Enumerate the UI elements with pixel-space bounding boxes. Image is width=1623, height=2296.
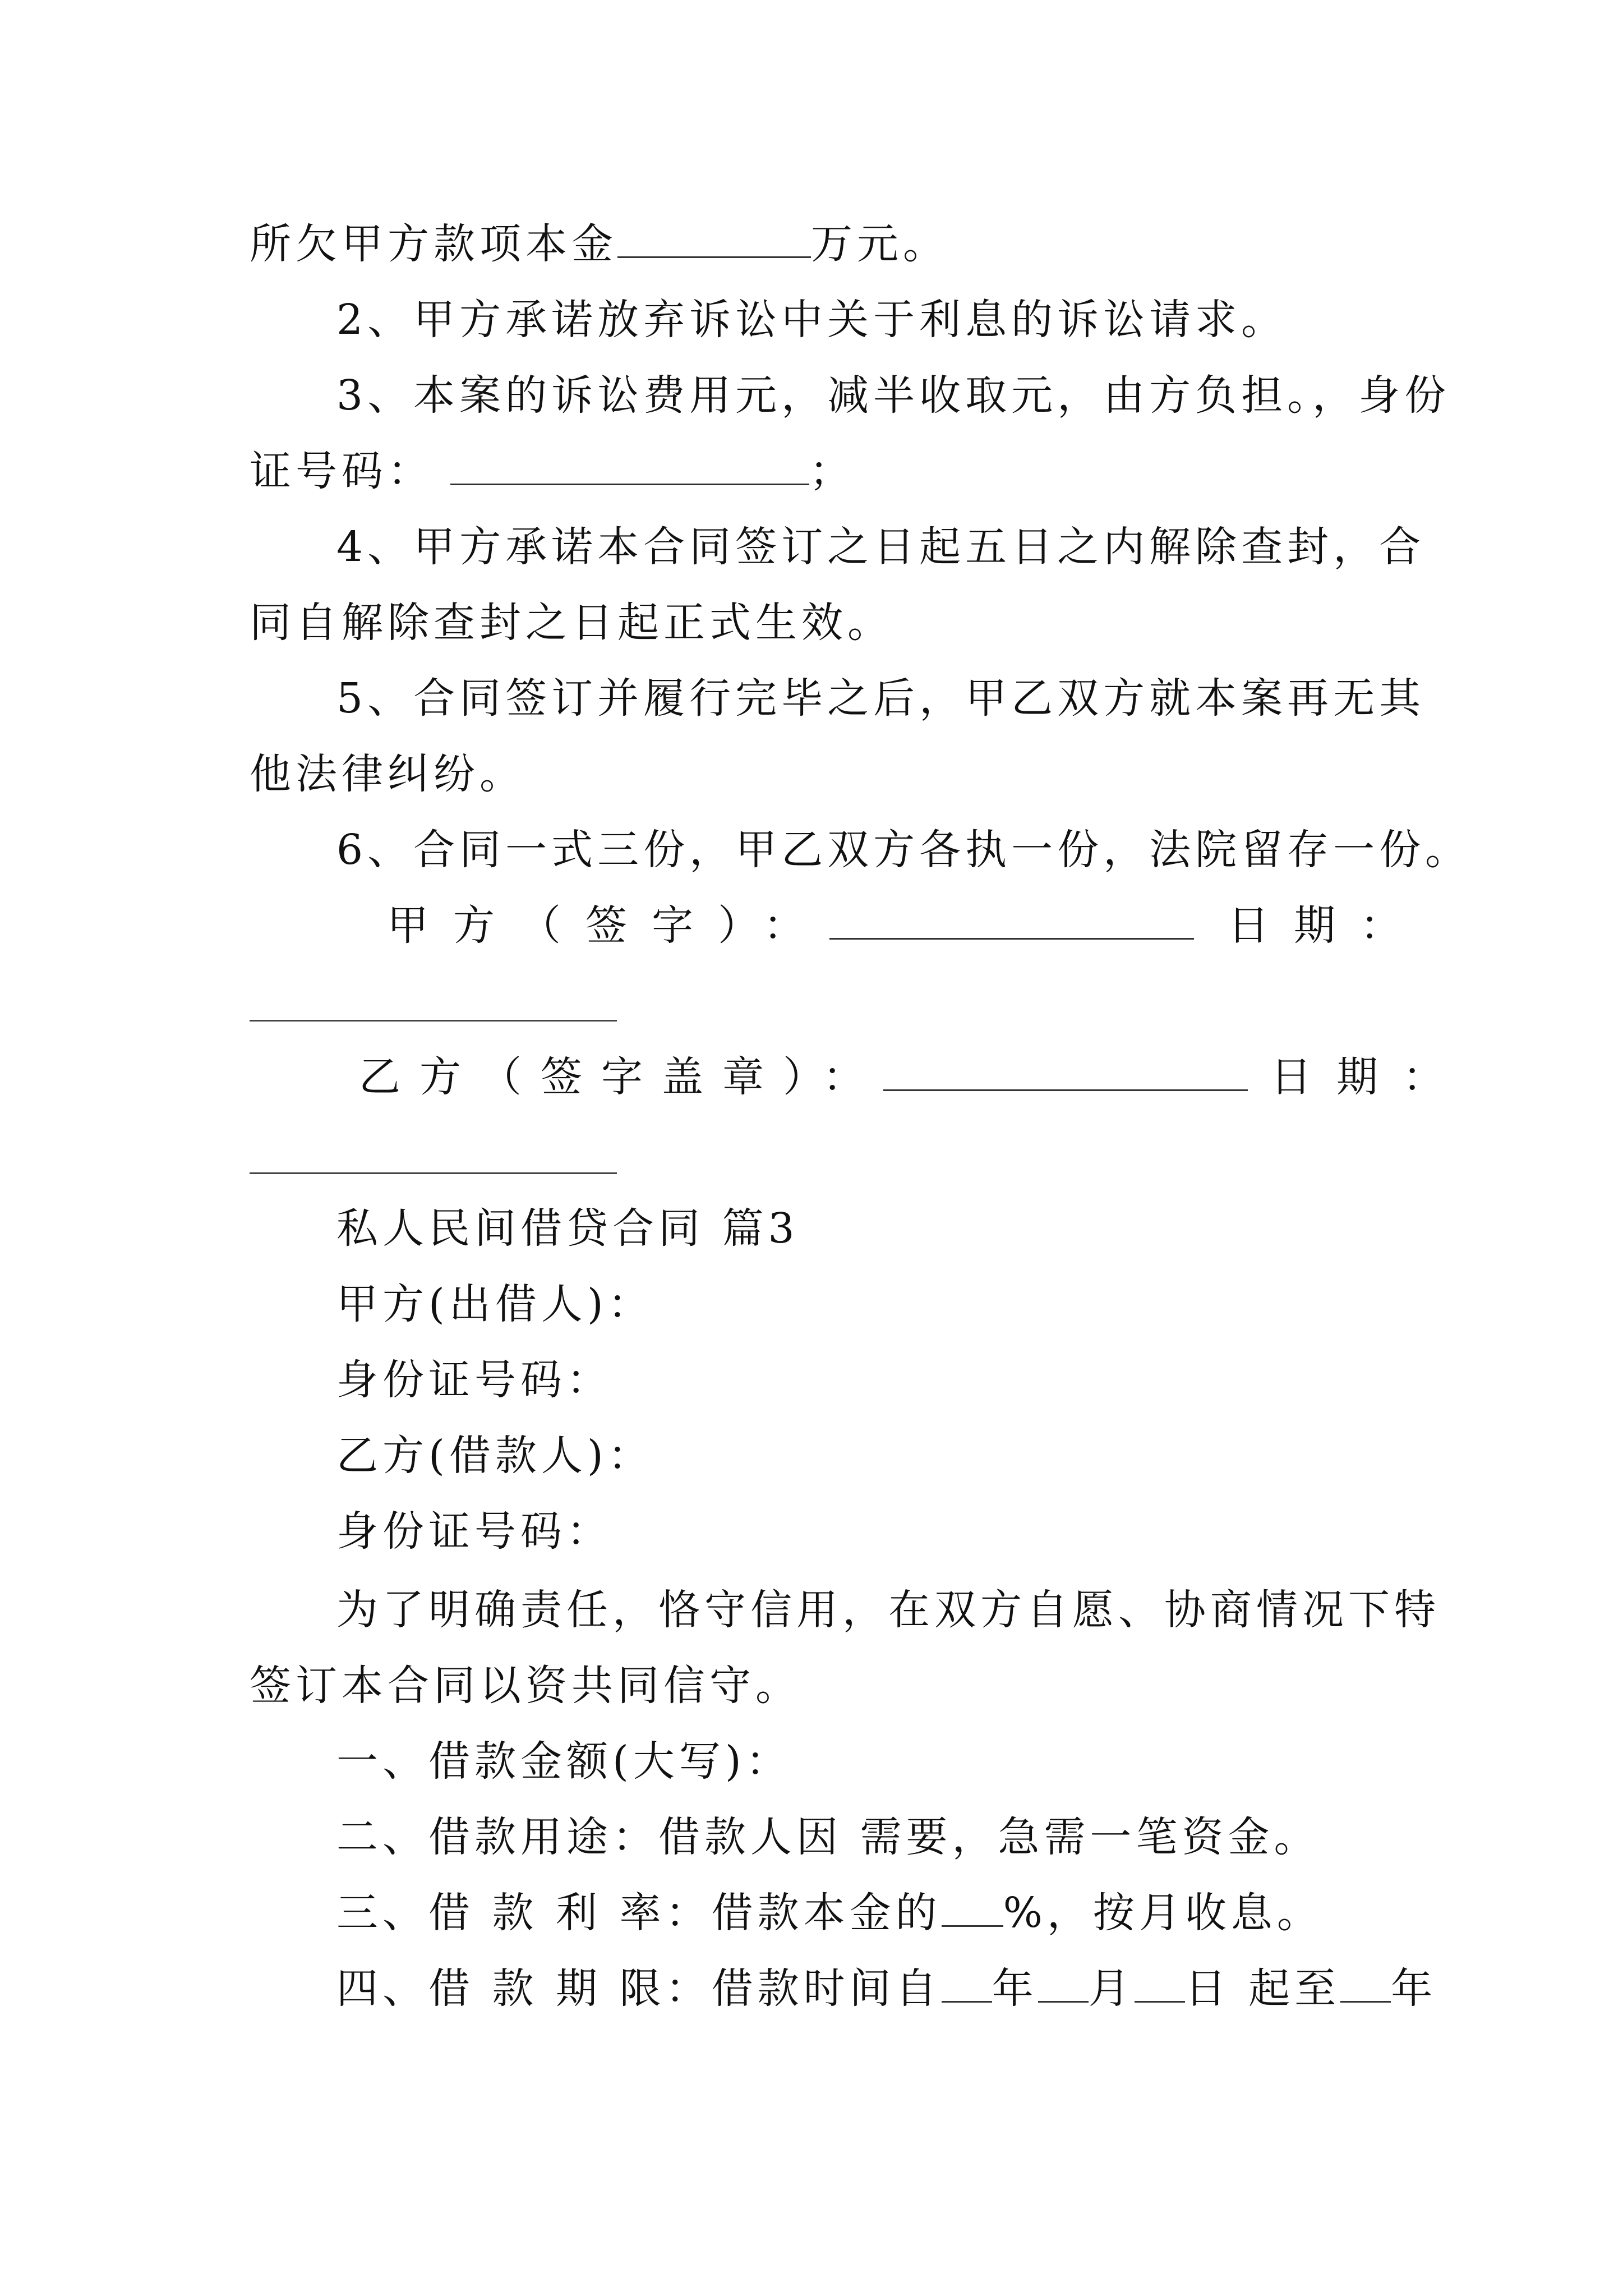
loan-term-line — [336, 1961, 1437, 2017]
text-segment: 三、借 款 利 率：借款本金的 — [336, 1889, 942, 1937]
clause-2: 2、甲方承诺放弃诉讼中关于利息的诉讼请求。 — [336, 296, 1288, 344]
text-segment: 四、借 款 期 限：借款时间自 — [336, 1964, 942, 2013]
borrower-id-line: 身份证号码： — [336, 1507, 612, 1556]
text-line-id-number — [250, 443, 855, 499]
text-segment: ； — [809, 447, 855, 495]
clause-5-cont: 他法律纠纷。 — [250, 750, 525, 798]
loan-purpose-line: 二、借款用途：借款人因 需要，急需一笔资金。 — [336, 1813, 1320, 1861]
text-segment: 月 — [1088, 1964, 1135, 2013]
blank-date-a — [250, 1020, 617, 1022]
blank-signature-a — [829, 904, 1194, 940]
text-segment: 证号码： — [250, 447, 434, 495]
interest-rate-line — [336, 1885, 1323, 1941]
blank-date-b — [250, 1172, 617, 1174]
clause-6: 6、合同一式三份，甲乙双方各执一份，法院留存一份。 — [336, 826, 1472, 874]
text-segment: %，按月收息。 — [1003, 1889, 1323, 1937]
blank-principal-amount — [617, 223, 811, 258]
signature-b-label: 乙方（签字盖章）： — [359, 1053, 883, 1101]
lender-id-line: 身份证号码： — [336, 1356, 612, 1404]
preamble-cont: 签订本合同以资共同信守。 — [250, 1662, 801, 1710]
signature-b-date-label: 日期： — [1270, 1053, 1469, 1101]
blank-start-month — [1038, 1967, 1089, 2003]
signature-party-a — [387, 898, 1426, 954]
signature-a-date-label: 日期： — [1228, 901, 1426, 950]
text-segment: 所欠甲方款项本金 — [250, 220, 617, 268]
signature-a-label: 甲方（签字）： — [387, 901, 829, 950]
loan-amount-line: 一、借款金额(大写)： — [336, 1737, 792, 1786]
signature-party-b — [359, 1049, 1469, 1105]
blank-signature-b — [883, 1056, 1248, 1091]
text-line-principal — [250, 216, 949, 272]
text-segment: 日 起至 — [1184, 1964, 1341, 2013]
blank-start-year — [942, 1967, 992, 2003]
clause-4-cont: 同自解除查封之日起正式生效。 — [250, 599, 893, 647]
blank-interest-rate — [942, 1892, 1003, 1927]
borrower-line: 乙方(借款人)： — [336, 1432, 654, 1480]
text-segment: 年 — [1391, 1964, 1437, 2013]
clause-5: 5、合同签订并履行完毕之后，甲乙双方就本案再无其 — [336, 674, 1426, 723]
blank-start-day — [1135, 1967, 1185, 2003]
clause-4: 4、甲方承诺本合同签订之日起五日之内解除查封，合 — [336, 523, 1426, 571]
clause-3: 3、本案的诉讼费用元，减半收取元，由方负担。，身份 — [336, 371, 1451, 420]
blank-end-year — [1340, 1967, 1391, 2003]
section-heading: 私人民间借贷合同 篇3 — [336, 1204, 799, 1253]
blank-id-number — [450, 450, 809, 485]
text-segment: 万元。 — [811, 220, 949, 268]
preamble-line: 为了明确责任，恪守信用，在双方自愿、协商情况下特 — [336, 1586, 1440, 1634]
lender-line: 甲方(出借人)： — [336, 1280, 654, 1328]
text-segment: 年 — [992, 1964, 1038, 2013]
